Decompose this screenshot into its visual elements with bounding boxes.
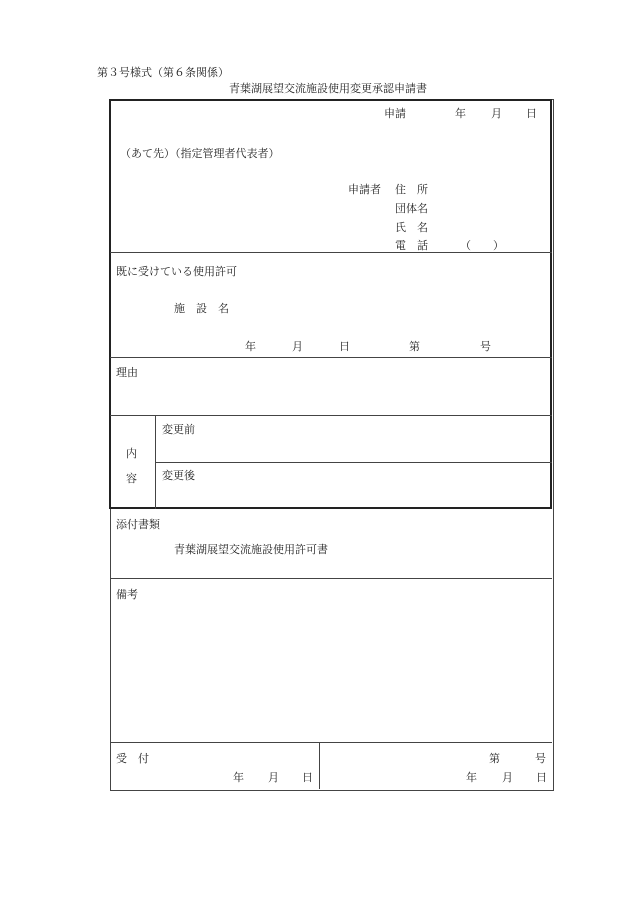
divider-before-after xyxy=(155,462,552,463)
form-title: 青葉湖展望交流施設使用変更承認申請書 xyxy=(229,82,427,95)
permit-day-label: 日 xyxy=(339,340,350,353)
divider-remarks xyxy=(110,578,552,579)
permit-month-label: 月 xyxy=(292,340,303,353)
receipt-month-label-right: 月 xyxy=(502,771,513,784)
application-month-label: 月 xyxy=(491,107,502,120)
facility-label: 施 設 名 xyxy=(174,302,229,315)
divider-receipt-split xyxy=(319,742,320,789)
receipt-day-label: 日 xyxy=(302,771,313,784)
permit-number-suffix: 号 xyxy=(480,340,491,353)
application-year-label: 年 xyxy=(455,107,466,120)
form-number: 第３号様式（第６条関係） xyxy=(97,66,229,79)
divider-reason xyxy=(110,357,552,358)
application-day-label: 日 xyxy=(526,107,537,120)
attachments-label: 添付書類 xyxy=(116,518,160,531)
group-label: 団体名 xyxy=(395,202,428,215)
receipt-number-prefix: 第 xyxy=(489,752,500,765)
receipt-number-suffix: 号 xyxy=(535,752,546,765)
attachment-item: 青葉湖展望交流施設使用許可書 xyxy=(174,543,328,556)
applicant-label: 申請者 xyxy=(348,183,381,196)
divider-content xyxy=(110,415,552,416)
phone-paren: （ ） xyxy=(460,239,504,252)
address-label: 住 所 xyxy=(395,183,428,196)
permit-year-label: 年 xyxy=(245,340,256,353)
before-change-label: 変更前 xyxy=(162,423,195,436)
content-label-1: 内 xyxy=(126,447,137,460)
application-form xyxy=(110,99,554,791)
receipt-month-label: 月 xyxy=(268,771,279,784)
reason-label: 理由 xyxy=(116,366,138,379)
content-label-2: 容 xyxy=(126,472,137,485)
phone-label: 電 話 xyxy=(395,239,428,252)
receipt-day-label-right: 日 xyxy=(536,771,547,784)
permit-heading: 既に受けている使用許可 xyxy=(116,265,237,278)
remarks-label: 備考 xyxy=(116,588,138,601)
receipt-year-label: 年 xyxy=(233,771,244,784)
addressee: （あて先）（指定管理者代表者） xyxy=(120,147,280,160)
divider-receipt xyxy=(110,742,552,743)
receipt-year-label-right: 年 xyxy=(466,771,477,784)
name-label: 氏 名 xyxy=(395,221,428,234)
receipt-label: 受 付 xyxy=(116,752,149,765)
permit-number-prefix: 第 xyxy=(409,340,420,353)
divider-content-label xyxy=(155,415,156,509)
after-change-label: 変更後 xyxy=(162,469,195,482)
application-date-label: 申請 xyxy=(384,107,406,120)
